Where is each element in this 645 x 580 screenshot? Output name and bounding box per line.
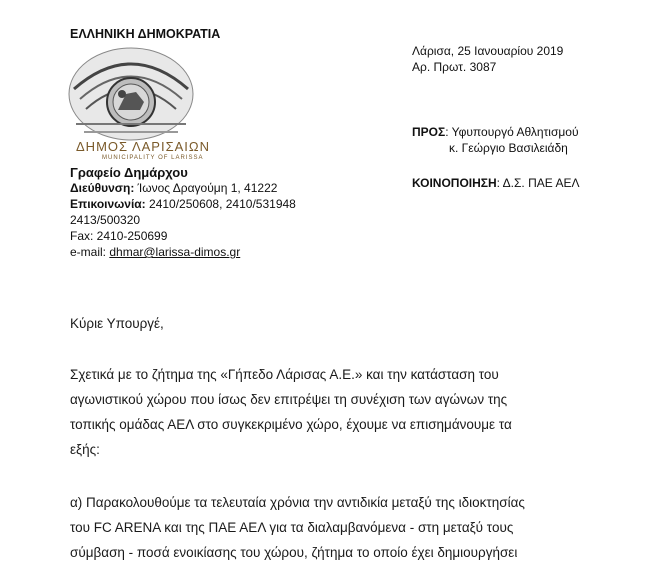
paragraph-line: σύμβαση - ποσά ενοικίασης του χώρου, ζήτημα το οποίο έχει δημιουργήσει [70, 545, 518, 560]
recipient-line [412, 125, 579, 139]
address-line [70, 181, 277, 195]
contact-line [70, 197, 296, 211]
paragraph-line: εξής: [70, 442, 100, 457]
email-label: e-mail: [70, 245, 110, 259]
paragraph-line: του FC ARENA και της ΠΑΕ ΑΕΛ για τα διαλαμβανόμενα - στη μεταξύ τους [70, 520, 514, 535]
cc-label: ΚΟΙΝΟΠΟΙΗΣΗ [412, 176, 497, 190]
email-link[interactable]: dhmar@larissa-dimos.gr [109, 245, 241, 259]
fax-line: Fax: 2410-250699 [70, 229, 168, 243]
cc-value: : Δ.Σ. ΠΑΕ ΑΕΛ [496, 176, 580, 190]
republic-title: ΕΛΛΗΝΙΚΗ ΔΗΜΟΚΡΑΤΙΑ [70, 27, 221, 41]
to-value: : Υφυπουργό Αθλητισμού [445, 125, 579, 139]
logo-name: ΔΗΜΟΣ ΛΑΡΙΣΑΙΩΝ [76, 139, 211, 154]
address-value: Ίωνος Δραγούμη 1, 41222 [134, 181, 278, 195]
paragraph-line: τοπικής ομάδας ΑΕΛ στο συγκεκριμένο χώρο, έχουμε να επισημάνουμε τα [70, 417, 512, 432]
recipient-name: κ. Γεώργιο Βασιλειάδη [449, 141, 568, 155]
paragraph-line: α) Παρακολουθούμε τα τελευταία χρόνια την αντιδικία μεταξύ της ιδιοκτησίας [70, 495, 525, 510]
paragraph-line: Σχετικά με το ζήτημα της «Γήπεδο Λάρισας Α.Ε.» και την κατάσταση του [70, 367, 499, 382]
office-name: Γραφείο Δημάρχου [70, 165, 188, 180]
contact-value: 2410/250608, 2410/531948 [145, 197, 296, 211]
protocol-number: Αρ. Πρωτ. 3087 [412, 60, 497, 74]
municipality-logo [66, 44, 196, 142]
email-line [70, 245, 240, 259]
cc-line [412, 176, 579, 190]
logo-subtitle: MUNICIPALITY OF LARISSA [102, 155, 204, 161]
to-label: ΠΡΟΣ [412, 125, 446, 139]
contact-label: Επικοινωνία: [70, 197, 146, 211]
paragraph-line: αγωνιστικού χώρου που ίσως δεν επιτρέψει τη συνέχιση των αγώνων της [70, 392, 508, 407]
contact-line-2: 2413/500320 [70, 213, 141, 227]
place-date: Λάρισα, 25 Ιανουαρίου 2019 [412, 44, 564, 58]
salutation: Κύριε Υπουργέ, [70, 316, 164, 331]
address-label: Διεύθυνση: [70, 181, 135, 195]
